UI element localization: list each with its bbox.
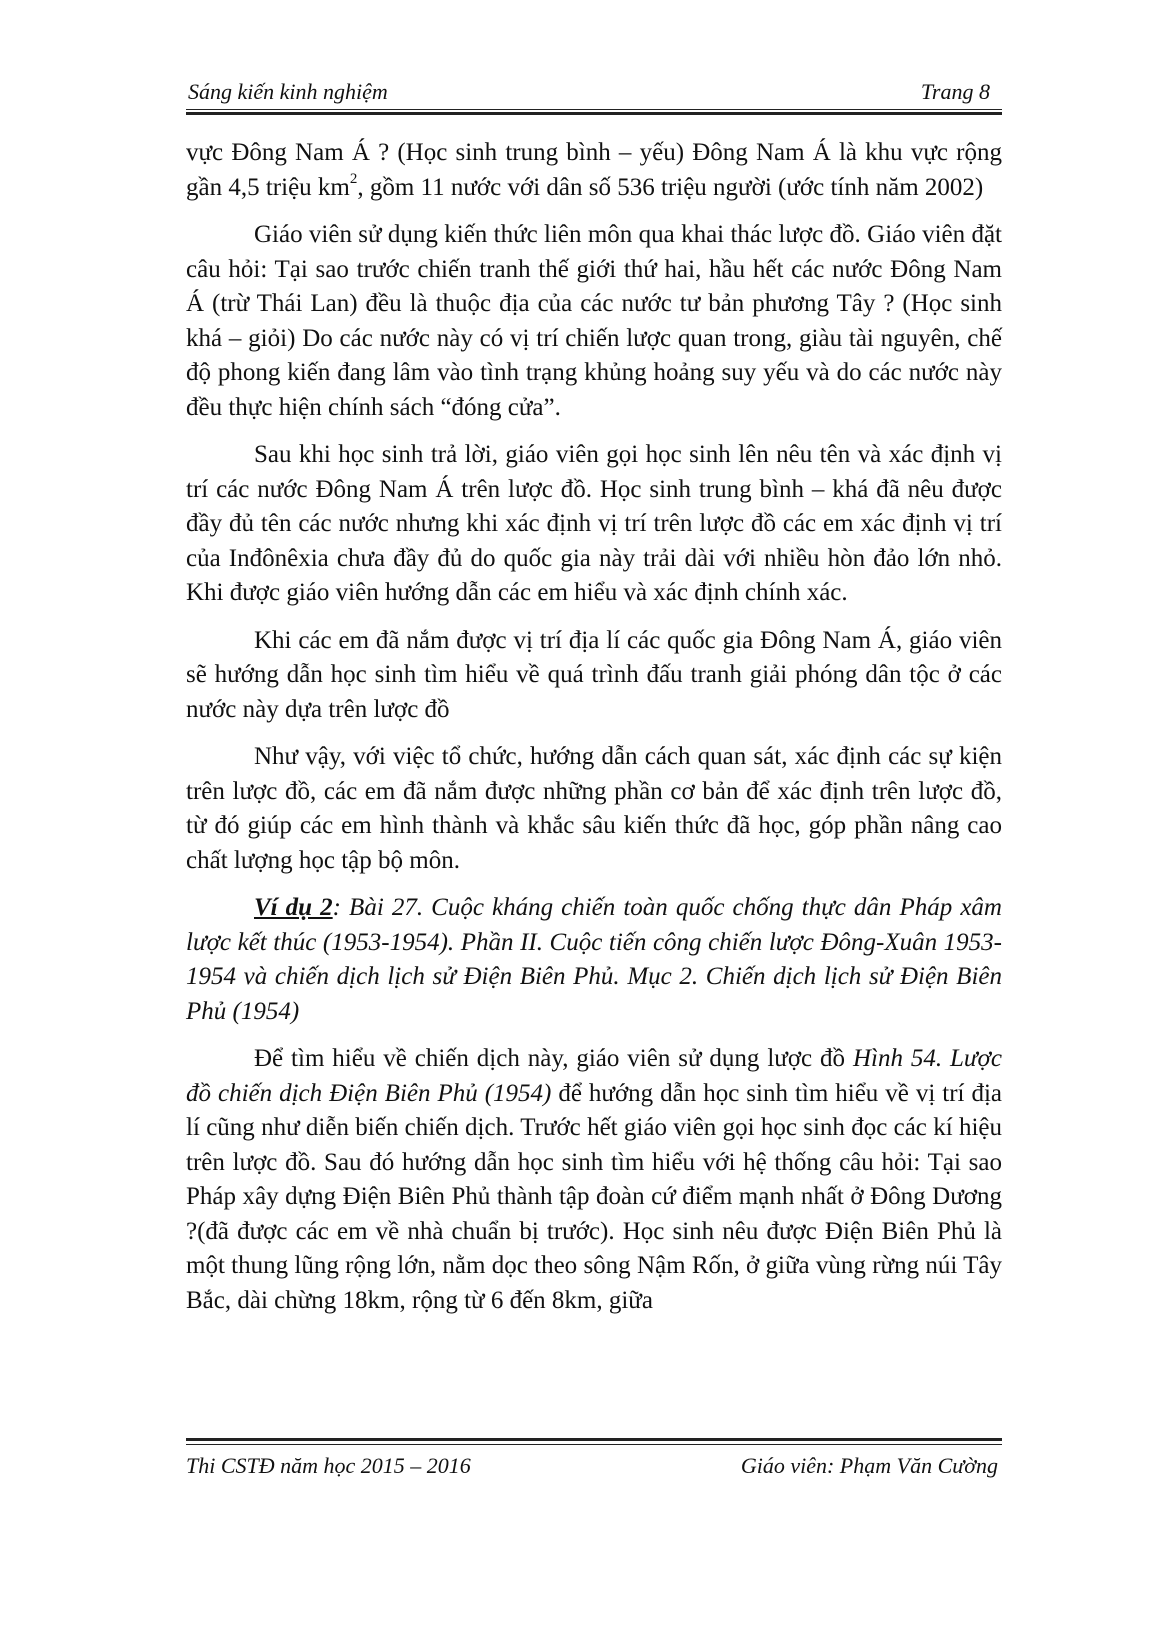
footer-divider-thin: [186, 1444, 1002, 1445]
paragraph-2: Giáo viên sử dụng kiến thức liên môn qua khai thác lược đồ. Giáo viên đặt câu hỏi: Tại sao trước chiến tranh thế giới thứ hai, hầu hết các nước Đông Nam Á (trừ Thái Lan) đều là thuộc địa của các nước tư bản phương Tây ? (Học sinh khá – giỏi) Do các nước này có vị trí chiến lược quan trong, giàu tài nguyên, chế độ phong kiến đang lâm vào tình trạng khủng hoảng suy yếu và do các nước này đều thực hiện chính sách “đóng cửa”.: [186, 221, 1002, 421]
header-divider-thin: [186, 109, 1002, 110]
example-label: Ví dụ 2: [254, 894, 333, 921]
document-body: [186, 136, 1002, 1319]
page-footer: [186, 1438, 1002, 1488]
superscript-2: 2: [349, 171, 358, 188]
paragraph-1-text-a: vực Đông Nam Á ? (Học sinh trung bình – yếu) Đông Nam Á là khu vực rộng gần 4,5 triệu km: [186, 139, 1002, 201]
paragraph-7-text-a: Để tìm hiểu về chiến dịch này, giáo viên sử dụng lược đồ: [254, 1045, 853, 1072]
footer-divider-thick: [186, 1438, 1002, 1441]
paragraph-5: Như vậy, với việc tổ chức, hướng dẫn cách quan sát, xác định các sự kiện trên lược đồ, các em đã nắm được những phần cơ bản để xác định trên lược đồ, từ đó giúp các em hình thành và khắc sâu kiến thức đã học, góp phần nâng cao chất lượng học tập bộ môn.: [186, 743, 1002, 874]
header-document-title: Sáng kiến kinh nghiệm: [188, 79, 388, 104]
page-header: [186, 78, 1002, 118]
paragraph-3: Sau khi học sinh trả lời, giáo viên gọi học sinh lên nêu tên và xác định vị trí các nước Đông Nam Á trên lược đồ. Học sinh trung bình – khá đã nêu được đầy đủ tên các nước nhưng khi xác định vị trí trên lược đồ các em xác định vị trí của Inđônêxia chưa đầy đủ do quốc gia này trải dài với nhiều hòn đảo lớn nhỏ. Khi được giáo viên hướng dẫn các em hiểu và xác định chính xác.: [186, 441, 1002, 606]
example-description: : Bài 27. Cuộc kháng chiến toàn quốc chống thực dân Pháp xâm lược kết thúc (1953-1954). Phần II. Cuộc tiến công chiến lược Đông-Xuân 1953-1954 và chiến dịch lịch sử Điện Biên Phủ. Mục 2. Chiến dịch lịch sử Điện Biên Phủ (1954): [186, 894, 1002, 1025]
header-page-number: Trang 8: [920, 79, 990, 104]
paragraph-1: [186, 136, 1002, 205]
figure-reference: Hình 54. Lược đồ chiến dịch Điện Biên Phủ (1954): [186, 1045, 1002, 1107]
paragraph-4: Khi các em đã nắm được vị trí địa lí các quốc gia Đông Nam Á, giáo viên sẽ hướng dẫn học sinh tìm hiểu về quá trình đấu tranh giải phóng dân tộc ở các nước này dựa trên lược đồ: [186, 626, 1002, 723]
paragraph-7-text-b: để hướng dẫn học sinh tìm hiểu về vị trí địa lí cũng như diễn biến chiến dịch. Trước hết giáo viên gọi học sinh đọc các kí hiệu trên lược đồ. Sau đó hướng dẫn học sinh tìm hiểu với hệ thống câu hỏi: Tại sao Pháp xây dựng Điện Biên Phủ thành tập đoàn cứ điểm mạnh nhất ở Đông Dương ?(đã được các em về nhà chuẩn bị trước). Học sinh nêu được Điện Biên Phủ là một thung lũng rộng lớn, nằm dọc theo sông Nậm Rốn, ở giữa vùng rừng núi Tây Bắc, dài chừng 18km, rộng từ 6 đến 8km, giữa: [186, 1079, 1002, 1314]
header-divider-thick: [186, 112, 1002, 115]
footer-competition-year: Thi CSTĐ năm học 2015 – 2016: [186, 1453, 471, 1478]
footer-teacher-name: Giáo viên: Phạm Văn Cường: [740, 1453, 998, 1478]
paragraph-1-text-b: , gồm 11 nước với dân số 536 triệu người (ước tính năm 2002): [357, 173, 984, 201]
example-2-heading: [186, 891, 1002, 1029]
paragraph-7: [186, 1042, 1002, 1318]
